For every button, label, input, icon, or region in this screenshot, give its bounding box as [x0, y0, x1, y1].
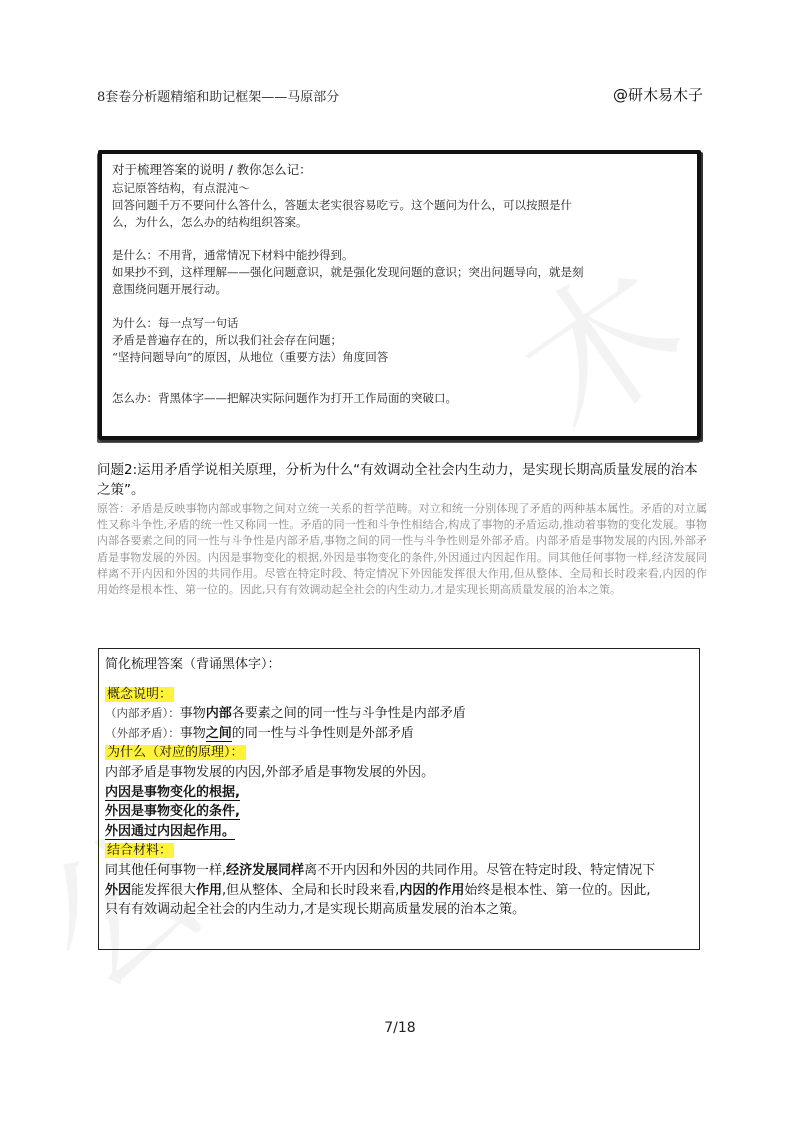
material-line: 外因能发挥很大作用,但从整体、全局和长时段来看,内因的作用始终是根本性、第一位的。因此,: [105, 882, 651, 898]
original-answer: 原答：矛盾是反映事物内部或事物之间对立统一关系的哲学范畴。对立和统一分别体现了矛盾的两种基本属性。矛盾的对立属性又称斗争性,矛盾的统一性又称同一性。矛盾的同一性和斗争性相结合,构成了事物的矛盾运动,推动着事物的变化发展。事物内部各要素之间的同一性与斗争性是内部矛盾,事物之间的同一性与斗争性则是外部矛盾。内部矛盾是事物发展的内因,外部矛盾是事物发展的外因。内因是事物变化的根据,外因是事物变化的条件,外因通过内因起作用。同其他任何事物一样,经济发展同样离不开内因和外因的共同作用。尽管在特定时段、特定情况下外因能发挥很大作用,但从整体、全局和长时段来看,内因的作用始终是根本性、第一位的。因此,只有有效调动起全社会的内生动力,才是实现长期高质量发展的治本之策。: [97, 502, 707, 597]
tip-line: 是什么：不用背，通常情况下材料中能抄得到。: [112, 248, 354, 262]
section-material-label: 结合材料：: [107, 843, 173, 859]
section-concept-label: 概念说明：: [107, 686, 173, 702]
memory-tips-heading: 对于梳理答案的说明 / 教你怎么记：: [112, 162, 312, 177]
tip-line: “坚持问题导向”的原因，从地位（重要方法）角度回答: [112, 350, 389, 364]
tip-line: 如果抄不到，这样理解——强化问题意识，就是强化发现问题的意识；突出问题导向，就是刻: [112, 265, 584, 279]
tip-line: 意围绕问题开展行动。: [112, 282, 227, 296]
external-contradiction-line: （外部矛盾）：事物之间的同一性与斗争性则是外部矛盾: [105, 725, 414, 741]
page-number: 7/18: [384, 1020, 416, 1036]
tip-line: 矛盾是普遍存在的，所以我们社会存在问题；: [112, 333, 342, 347]
tip-line: 怎么办：背黑体字——把解决实际问题作为打开工作局面的突破口。: [112, 391, 457, 405]
section-why-label: 为什么（对应的原理）：: [107, 745, 244, 761]
tip-line: 忘记原答结构，有点混沌～: [112, 181, 250, 195]
document-title: 8套卷分析题精缩和助记框架——马原部分: [97, 90, 340, 105]
why-line: 内部矛盾是事物发展的内因,外部矛盾是事物发展的外因。: [105, 764, 435, 780]
tip-line: 回答问题千万不要问什么答什么，答题太老实很容易吃亏。这个题问为什么，可以按照是什: [112, 198, 572, 212]
question-text: 问题2:运用矛盾学说相关原理，分析为什么“有效调动全社会内生动力，是实现长期高质量发展的治本之策”。: [97, 462, 698, 498]
simplified-answer-box: [98, 648, 700, 950]
page-header: [97, 82, 703, 106]
why-line-bold: 外因通过内因起作用。: [105, 823, 236, 839]
why-line-bold: 外因是事物变化的条件,: [105, 804, 240, 820]
material-line: 只有有效调动起全社会的内生动力,才是实现长期高质量发展的治本之策。: [105, 902, 526, 918]
material-line: 同其他任何事物一样,经济发展同样离不开内因和外因的共同作用。尽管在特定时段、特定情况下: [105, 862, 656, 878]
why-line-bold: 内因是事物变化的根据,: [105, 784, 240, 800]
tip-line: 为什么：每一点写一句话: [112, 316, 239, 330]
answer-box-title: 简化梳理答案（背诵黑体字）：: [105, 657, 281, 672]
memory-tips-box: [98, 150, 701, 440]
tip-line: 么，为什么，怎么办的结构组织答案。: [112, 215, 308, 229]
internal-contradiction-line: （内部矛盾）：事物内部各要素之间的同一性与斗争性是内部矛盾: [105, 706, 466, 722]
author-handle: @研木易木子: [612, 86, 703, 104]
